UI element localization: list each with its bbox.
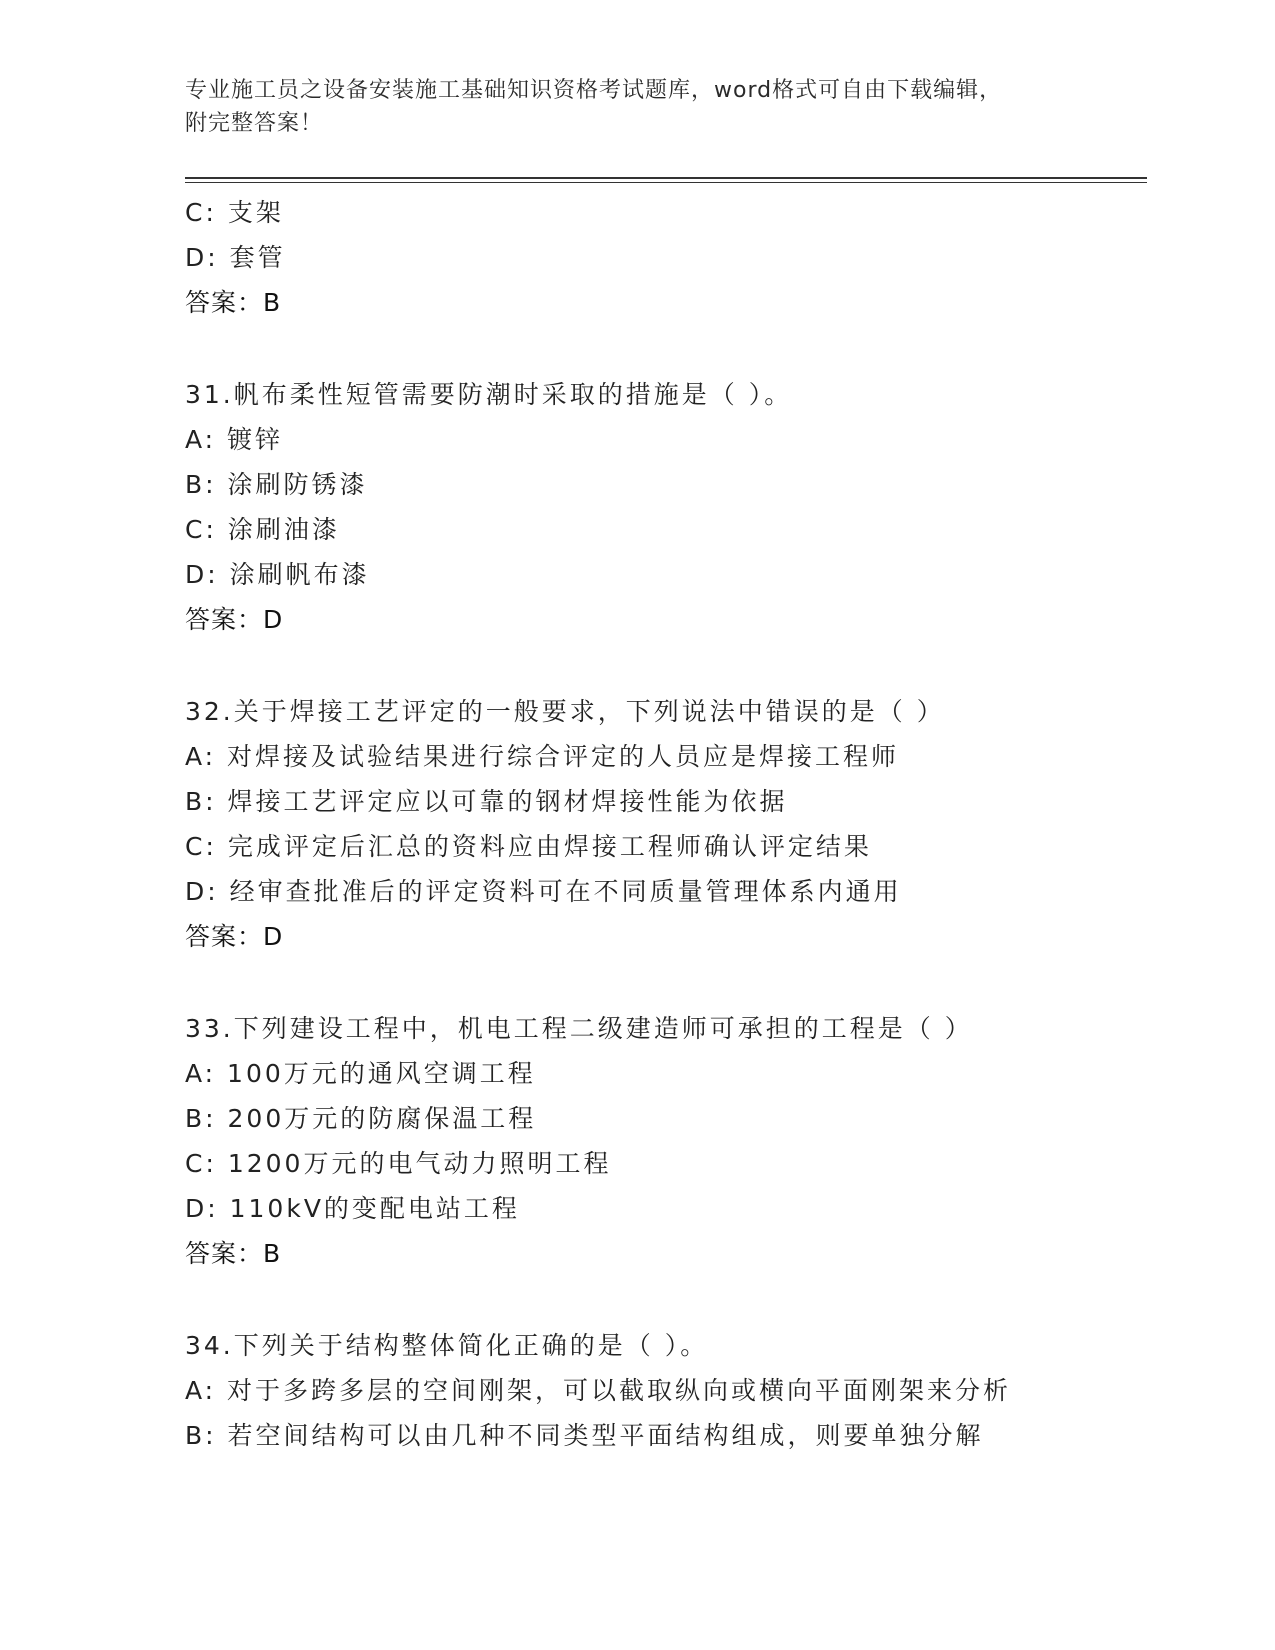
option-b: B: 焊接工艺评定应以可靠的钢材焊接性能为依据 — [185, 787, 788, 816]
answer-line: 答案：B — [185, 1239, 282, 1268]
answer-line: 答案：D — [185, 922, 284, 951]
spacer — [185, 642, 1125, 689]
spacer — [185, 1276, 1125, 1323]
question-31 — [185, 372, 1125, 642]
question-32 — [185, 689, 1125, 959]
question-stem: 33.下列建设工程中，机电工程二级建造师可承担的工程是（ ） — [185, 1014, 973, 1043]
question-34 — [185, 1323, 1125, 1458]
option-c: C: 涂刷油漆 — [185, 515, 340, 544]
question-33 — [185, 1006, 1125, 1276]
question-30-continued — [185, 190, 1125, 325]
question-stem: 31.帆布柔性短管需要防潮时采取的措施是（ ）。 — [185, 380, 793, 409]
header-line-1: 专业施工员之设备安装施工基础知识资格考试题库，word格式可自由下载编辑， — [185, 78, 1003, 103]
question-stem: 32.关于焊接工艺评定的一般要求，下列说法中错误的是（ ） — [185, 697, 945, 726]
question-list — [185, 190, 1125, 1458]
option-d: D: 涂刷帆布漆 — [185, 560, 370, 589]
option-d: D: 套管 — [185, 243, 286, 272]
option-a: A: 100万元的通风空调工程 — [185, 1059, 536, 1088]
option-a: A: 对于多跨多层的空间刚架，可以截取纵向或横向平面刚架来分析 — [185, 1376, 1012, 1405]
option-c: C: 支架 — [185, 198, 284, 227]
spacer — [185, 959, 1125, 1006]
option-c: C: 完成评定后汇总的资料应由焊接工程师确认评定结果 — [185, 832, 872, 861]
document-header — [185, 74, 1065, 140]
answer-line: 答案：D — [185, 605, 284, 634]
header-line-2: 附完整答案！ — [185, 111, 324, 136]
option-d: D: 110kV的变配电站工程 — [185, 1194, 520, 1223]
option-d: D: 经审查批准后的评定资料可在不同质量管理体系内通用 — [185, 877, 902, 906]
option-a: A: 镀锌 — [185, 425, 284, 454]
option-b: B: 若空间结构可以由几种不同类型平面结构组成，则要单独分解 — [185, 1421, 984, 1450]
option-a: A: 对焊接及试验结果进行综合评定的人员应是焊接工程师 — [185, 742, 900, 771]
spacer — [185, 325, 1125, 372]
option-b: B: 200万元的防腐保温工程 — [185, 1104, 537, 1133]
option-b: B: 涂刷防锈漆 — [185, 470, 368, 499]
option-c: C: 1200万元的电气动力照明工程 — [185, 1149, 612, 1178]
answer-line: 答案：B — [185, 288, 282, 317]
header-divider — [185, 177, 1147, 183]
question-stem: 34.下列关于结构整体简化正确的是（ ）。 — [185, 1331, 709, 1360]
